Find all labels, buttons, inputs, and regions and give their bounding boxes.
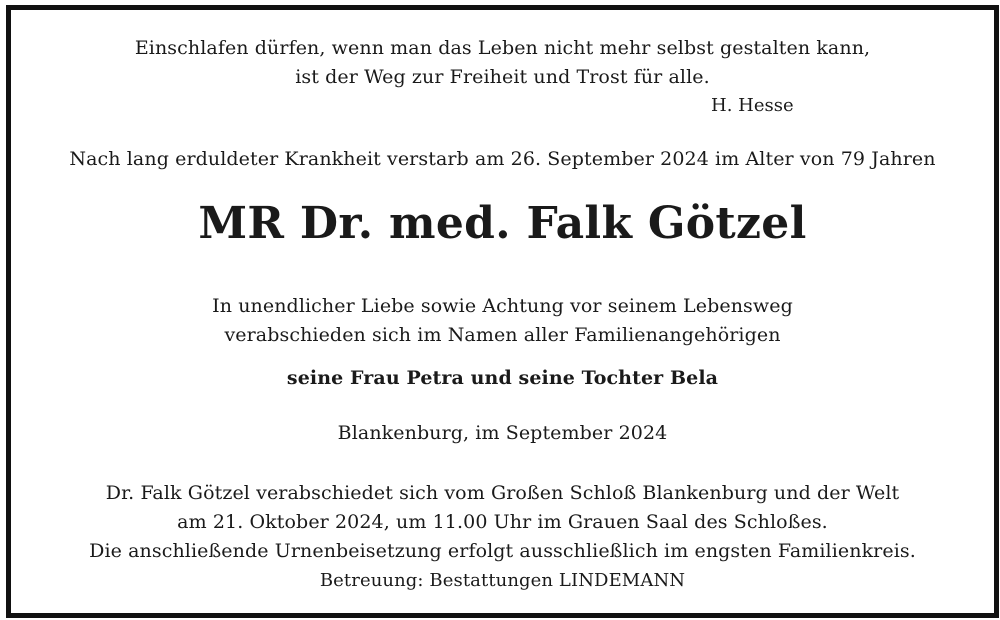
quote-line-2: ist der Weg zur Freiheit und Trost für alle. <box>295 66 710 88</box>
ceremony-line-1: Dr. Falk Götzel verabschiedet sich vom Großen Schloß Blankenburg und der Welt <box>105 482 900 504</box>
undertaker-note: Betreuung: Bestattungen LINDEMANN <box>319 570 686 591</box>
farewell-line-1: In unendlicher Liebe sowie Achtung vor seinem Lebensweg <box>212 295 793 317</box>
quote-line-1: Einschlafen dürfen, wenn man das Leben nicht mehr selbst gestalten kann, <box>134 37 871 59</box>
farewell-line-2: verabschieden sich im Namen aller Familienangehörigen <box>224 324 781 346</box>
obituary-frame <box>6 5 999 618</box>
place-date: Blankenburg, im September 2024 <box>337 422 668 444</box>
quote-author: H. Hesse <box>711 95 794 116</box>
ceremony-line-3: Die anschließende Urnenbeisetzung erfolgt ausschließlich im engsten Familienkreis. <box>89 540 916 562</box>
death-announcement: Nach lang erduldeter Krankheit verstarb am 26. September 2024 im Alter von 79 Jahren <box>69 148 936 170</box>
deceased-name: MR Dr. med. Falk Götzel <box>198 198 807 249</box>
mourners: seine Frau Petra und seine Tochter Bela <box>286 367 719 389</box>
ceremony-line-2: am 21. Oktober 2024, um 11.00 Uhr im Grauen Saal des Schloßes. <box>177 511 828 533</box>
